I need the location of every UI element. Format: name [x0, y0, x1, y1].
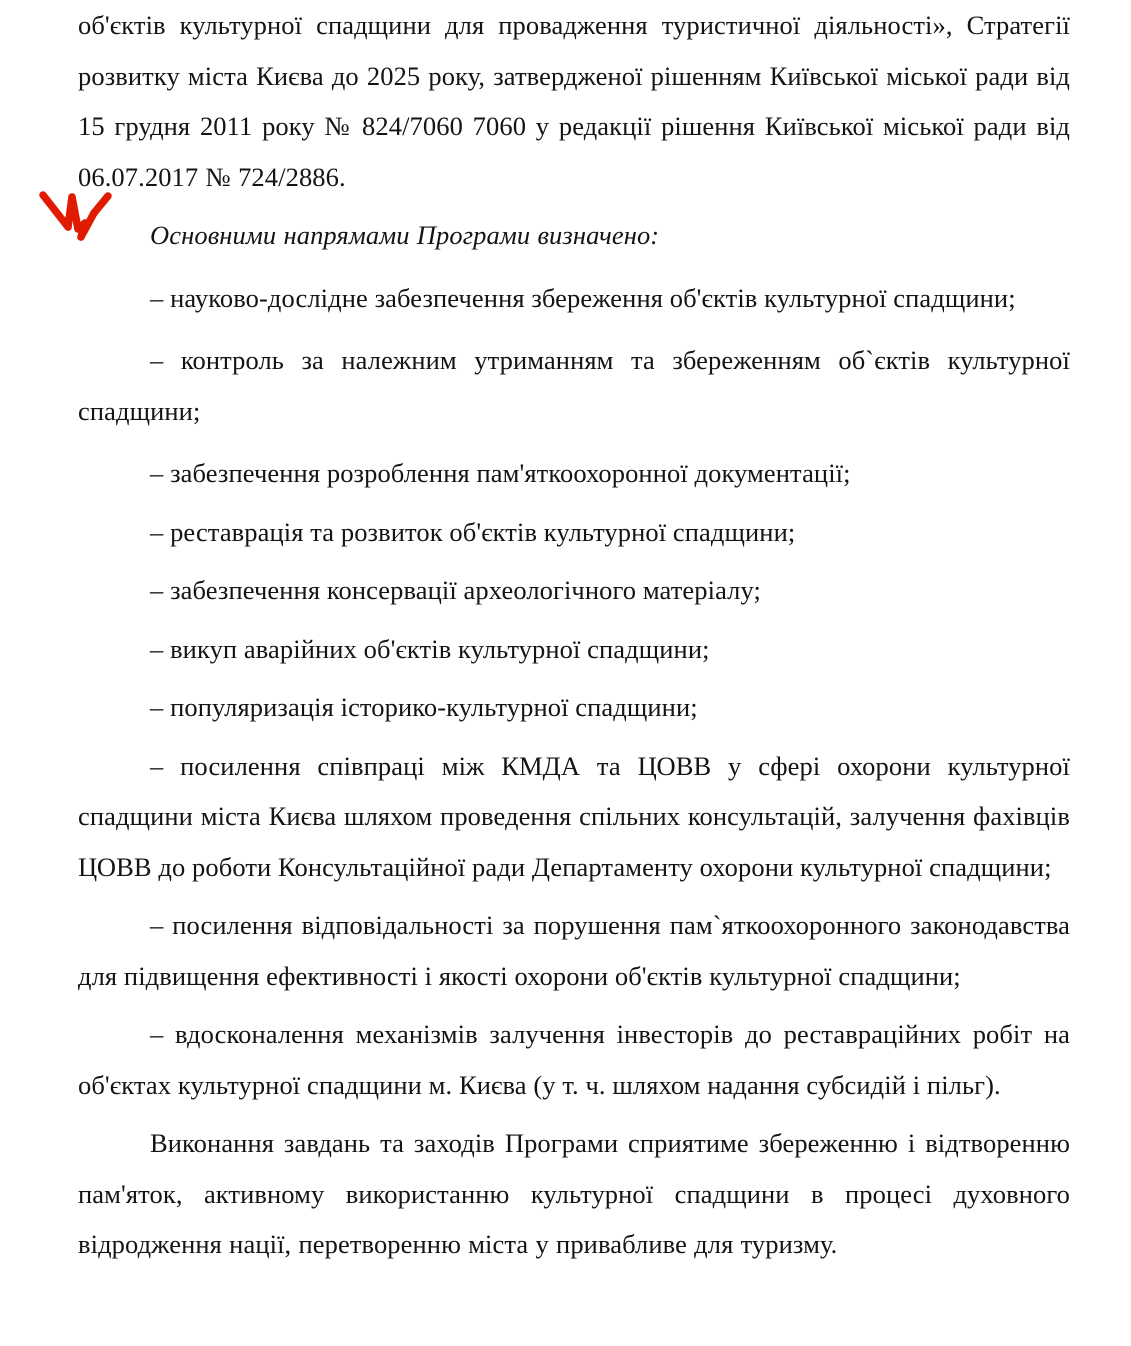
paragraph-intro: об'єктів культурної спадщини для провадження туристичної діяльності», Стратегії розвитку міста Києва до 2025 року, затвердженої рішенням Київської міської ради від 15 грудня 2011 року № 824/7060 7060 у редакції рішення Київської міської ради від 06.07.2017 № 724/2886.: [78, 10, 1070, 192]
list-item: – посилення відповідальності за порушення пам`яткоохоронного законодавства для підвищення ефективності і якості охорони об'єктів культурної спадщини;: [78, 910, 1070, 991]
spacer: [78, 499, 1070, 507]
heading-main-directions: Основними напрямами Програми визначено:: [150, 220, 660, 250]
list-item: – вдосконалення механізмів залучення інвесторів до реставраційних робіт на об'єктах культурної спадщини м. Києва (у т. ч. шляхом надання субсидій і пільг).: [78, 1019, 1070, 1100]
spacer: [78, 674, 1070, 682]
list-item: – реставрація та розвиток об'єктів культурної спадщини;: [150, 516, 796, 547]
spacer: [78, 733, 1070, 741]
list-item: – викуп аварійних об'єктів культурної спадщини;: [150, 633, 710, 664]
spacer: [78, 436, 1070, 448]
spacer: [78, 1110, 1070, 1118]
list-item: – посилення співпраці між КМДА та ЦОВВ у сфері охорони культурної спадщини міста Києва шляхом проведення спільних консультацій, залучення фахівців ЦОВВ до роботи Консультаційної ради Департаменту охорони культурної спадщини;: [78, 750, 1070, 882]
list-item: – забезпечення розроблення пам'яткоохоронної документації;: [150, 458, 851, 488]
spacer: [78, 616, 1070, 624]
spacer: [78, 323, 1070, 335]
spacer: [78, 202, 1070, 210]
list-item: – популяризація історико-культурної спадщини;: [150, 692, 698, 722]
spacer: [78, 1001, 1070, 1009]
spacer: [78, 557, 1070, 565]
list-item: – науково-дослідне забезпечення збереження об'єктів культурної спадщини;: [150, 282, 1016, 313]
paragraph-closing: Виконання завдань та заходів Програми сприятиме збереженню і відтворенню пам'яток, активному використанню культурної спадщини в процесі духовного відродження нації, перетворенню міста у привабливе для туризму.: [78, 1128, 1070, 1259]
spacer: [78, 892, 1070, 900]
spacer: [78, 261, 1070, 273]
document-text-column: [78, 0, 1070, 1270]
list-item: – контроль за належним утриманням та збереженням об`єктів культурної спадщини;: [78, 345, 1070, 426]
list-item: – забезпечення консервації археологічного матеріалу;: [150, 575, 761, 605]
